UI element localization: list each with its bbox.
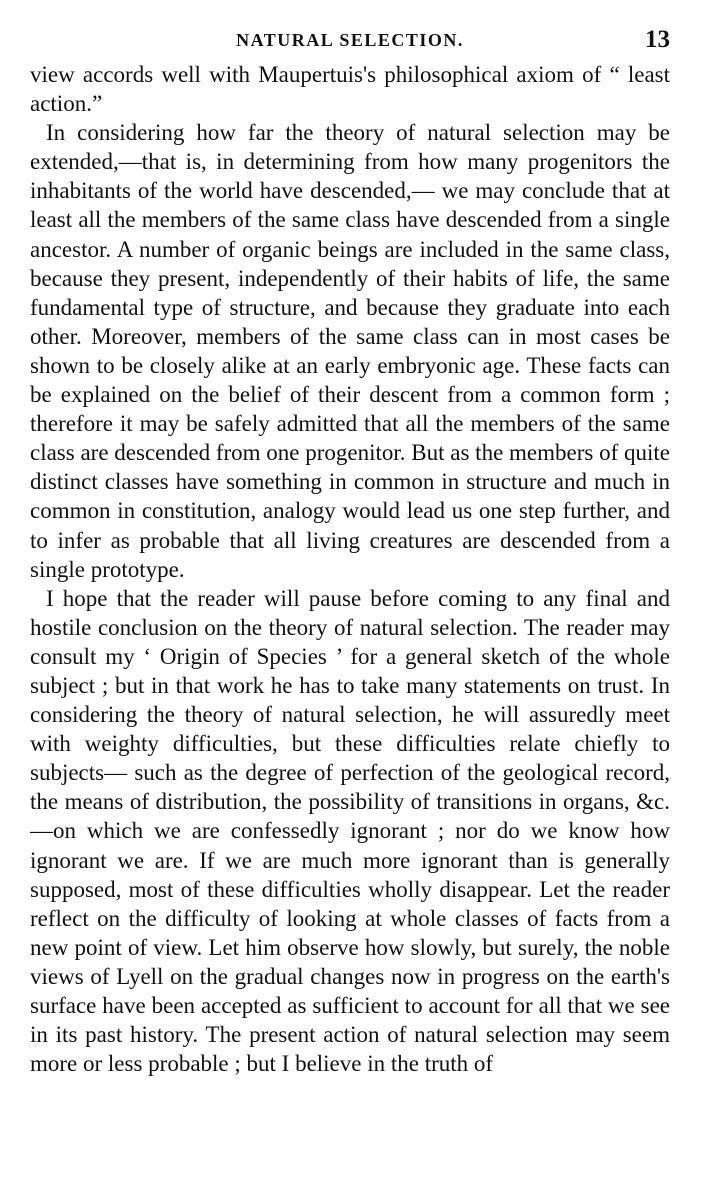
paragraph-common-descent: In considering how far the theory of natural selection may be extended,—that is, in determining from how many progenitors the inhabitants of the world have descended,— we may conclude that at least all the members of the same class have descended from a single ancestor. A number of organic beings are included in the same class, because they present, independently of their habits of life, the same fundamental type of structure, and because they graduate into each other. Moreover, members of the same class can in most cases be shown to be closely alike at an early embryonic age. These facts can be explained on the belief of their descent from a common form ; therefore it may be safely admitted that all the members of the same class are descended from one progenitor. But as the members of quite distinct classes have something in common in structure and much in common in constitution, analogy would lead us one step further, and to infer as probable that all living creatures are descended from a single prototype. <box>30 120 670 582</box>
paragraph-continuation: view accords well with Maupertuis's philosophical axiom of “ least action.” <box>30 62 670 117</box>
page-header <box>30 26 670 60</box>
running-title: NATURAL SELECTION. <box>236 30 464 50</box>
book-page <box>30 26 670 1078</box>
paragraph-reader-appeal: I hope that the reader will pause before coming to any final and hostile conclusion on the theory of natural selection. The reader may consult my ‘ Origin of Species ’ for a general sketch of the whole subject ; but in that work he has to take many statements on trust. In considering the theory of natural selection, he will assuredly meet with weighty difficulties, but these difficulties relate chiefly to subjects— such as the degree of perfection of the geological record, the means of distribution, the possibility of transitions in organs, &c.—on which we are confessedly ignorant ; nor do we know how ignorant we are. If we are much more ignorant than is generally supposed, most of these difficulties wholly disappear. Let the reader reflect on the difficulty of looking at whole classes of facts from a new point of view. Let him observe how slowly, but surely, the noble views of Lyell on the gradual changes now in progress on the earth's surface have been accepted as sufficient to account for all that we see in its past history. The present action of natural selection may seem more or less probable ; but I believe in the truth of <box>30 585 670 1077</box>
page-number: 13 <box>645 26 670 53</box>
body-text <box>30 60 670 1078</box>
